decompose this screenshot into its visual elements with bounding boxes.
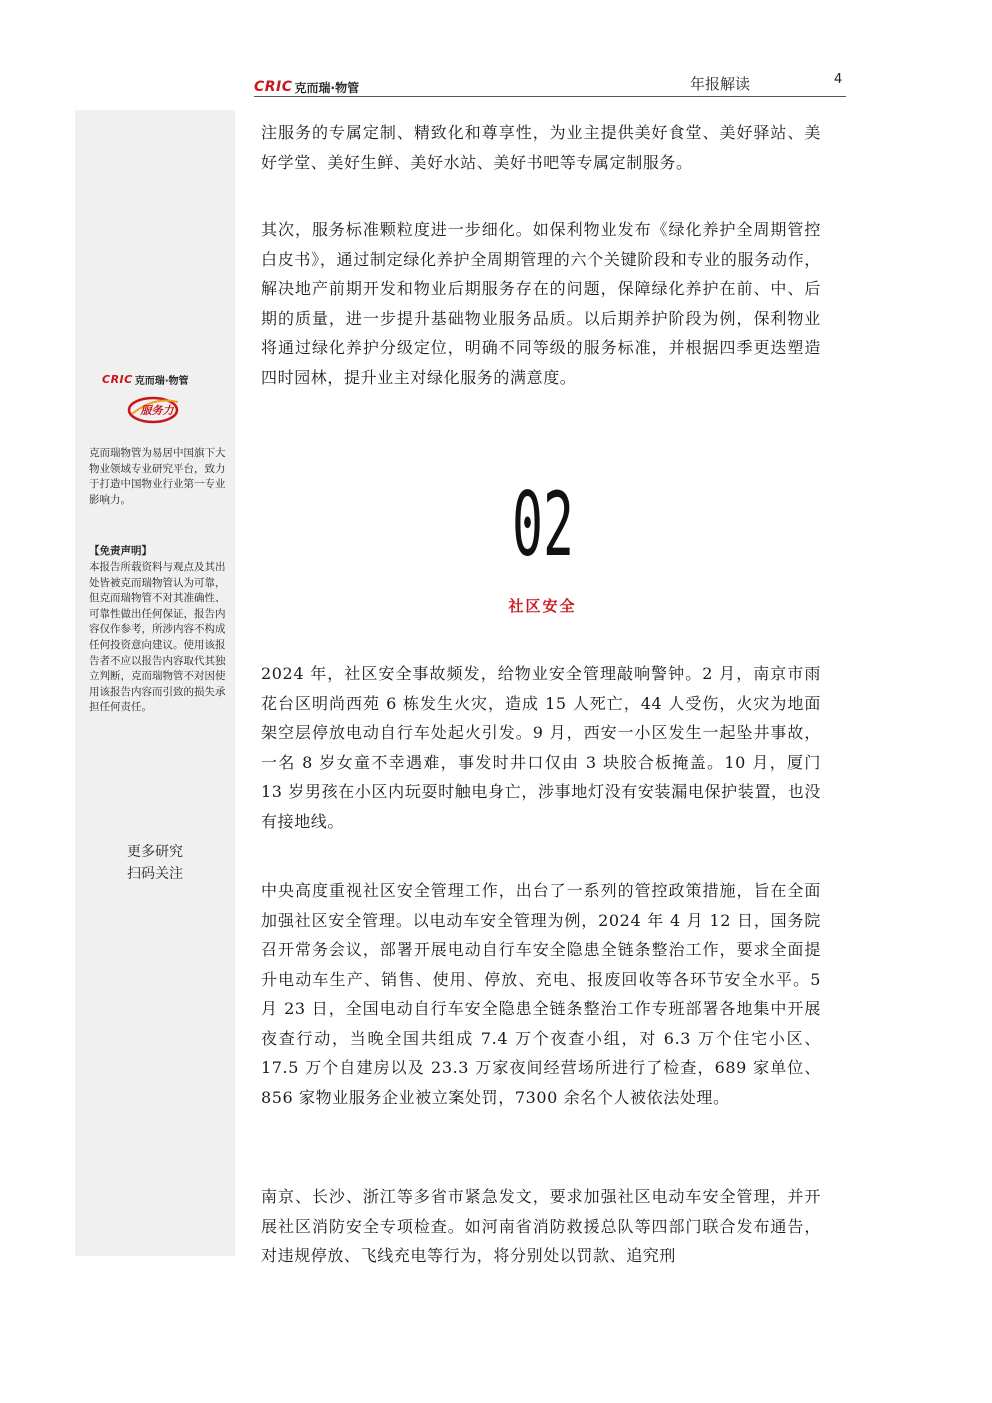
header-logo bbox=[254, 78, 359, 96]
qr-caption-line2: 扫码关注 bbox=[127, 866, 183, 882]
disclaimer-title: 【免责声明】 bbox=[89, 545, 152, 557]
paragraph-2: 其次，服务标准颗粒度进一步细化。如保利物业发布《绿化养护全周期管控白皮书》，通过制定绿化养护全周期管理的六个关键阶段和专业的服务动作，解决地产前期开发和物业后期服务存在的问题，保障绿化养护在前、中、后期的质量，进一步提升基础物业服务品质。以后期养护阶段为例，保利物业将通过绿化养护分级定位，明确不同等级的服务标准，并根据四季更迭塑造四时园林，提升业主对绿化服务的满意度。 bbox=[261, 220, 821, 387]
section-number bbox=[511, 473, 575, 576]
section-title: 社区安全 bbox=[508, 597, 577, 615]
sidebar bbox=[75, 110, 235, 1256]
sidebar-about: 克而瑞物管为易居中国旗下大物业领域专业研究平台，致力于打造中国物业行业第一专业影响力。 bbox=[89, 447, 226, 506]
service-power-badge-icon bbox=[126, 394, 184, 424]
qr-caption-line1: 更多研究 bbox=[127, 844, 183, 860]
header-logo-name: 克而瑞·物管 bbox=[294, 80, 360, 95]
paragraph-3: 2024 年，社区安全事故频发，给物业安全管理敲响警钟。2 月，南京市雨花台区明尚西苑 6 栋发生火灾，造成 15 人死亡，44 人受伤，火灾为地面架空层停放电动自行车处起火引发。9 月，西安一小区发生一起坠井事故，一名 8 岁女童不幸遇难，事发时井口仅由 3 块胶合板掩盖。10 月，厦门 13 岁男孩在小区内玩耍时触电身亡，涉事地灯没有安装漏电保护装置，也没有接地线。 bbox=[261, 664, 821, 831]
header-logo-brand: CRIC bbox=[254, 79, 293, 95]
header-title: 年报解读 bbox=[690, 75, 751, 93]
page-number: 4 bbox=[834, 72, 843, 87]
paragraph-4: 中央高度重视社区安全管理工作，出台了一系列的管控政策措施，旨在全面加强社区安全管理。以电动车安全管理为例，2024 年 4 月 12 日，国务院召开常务会议，部署开展电动自行车安全隐患全链条整治工作，要求全面提升电动车生产、销售、使用、停放、充电、报废回收等各环节安全水平。5 月 23 日，全国电动自行车安全隐患全链条整治工作专班部署各地集中开展夜查行动，当晚全国共组成 7.4 万个夜查小组，对 6.3 万个住宅小区、17.5 万个自建房以及 23.3 万家夜间经营场所进行了检查，689 家单位、856 家物业服务企业被立案处罚，7300 余名个人被依法处理。 bbox=[261, 881, 821, 1107]
qr-caption bbox=[75, 841, 235, 885]
header-divider bbox=[254, 96, 846, 97]
paragraph-5: 南京、长沙、浙江等多省市紧急发文，要求加强社区电动车安全管理，并开展社区消防安全专项检查。如河南省消防救援总队等四部门联合发布通告，对违规停放、飞线充电等行为，将分别处以罚款、追究刑 bbox=[261, 1187, 821, 1265]
sidebar-logo-brand: CRIC bbox=[102, 373, 133, 386]
badge-text: 服务力 bbox=[140, 404, 174, 417]
sidebar-logo bbox=[102, 372, 189, 387]
section-number-text: 02 bbox=[512, 473, 574, 576]
paragraph-1: 注服务的专属定制、精致化和尊享性，为业主提供美好食堂、美好驿站、美好学堂、美好生鲜、美好水站、美好书吧等专属定制服务。 bbox=[261, 123, 821, 172]
disclaimer-text: 本报告所载资料与观点及其出处皆被克而瑞物管认为可靠，但克而瑞物管不对其准确性、可靠性做出任何保证，报告内容仅作参考，所涉内容不构成任何投资意向建议。使用该报告者不应以报告内容取代其独立判断，克而瑞物管不对因使用该报告内容而引致的损失承担任何责任。 bbox=[89, 561, 226, 714]
sidebar-logo-name: 克而瑞·物管 bbox=[134, 376, 189, 387]
